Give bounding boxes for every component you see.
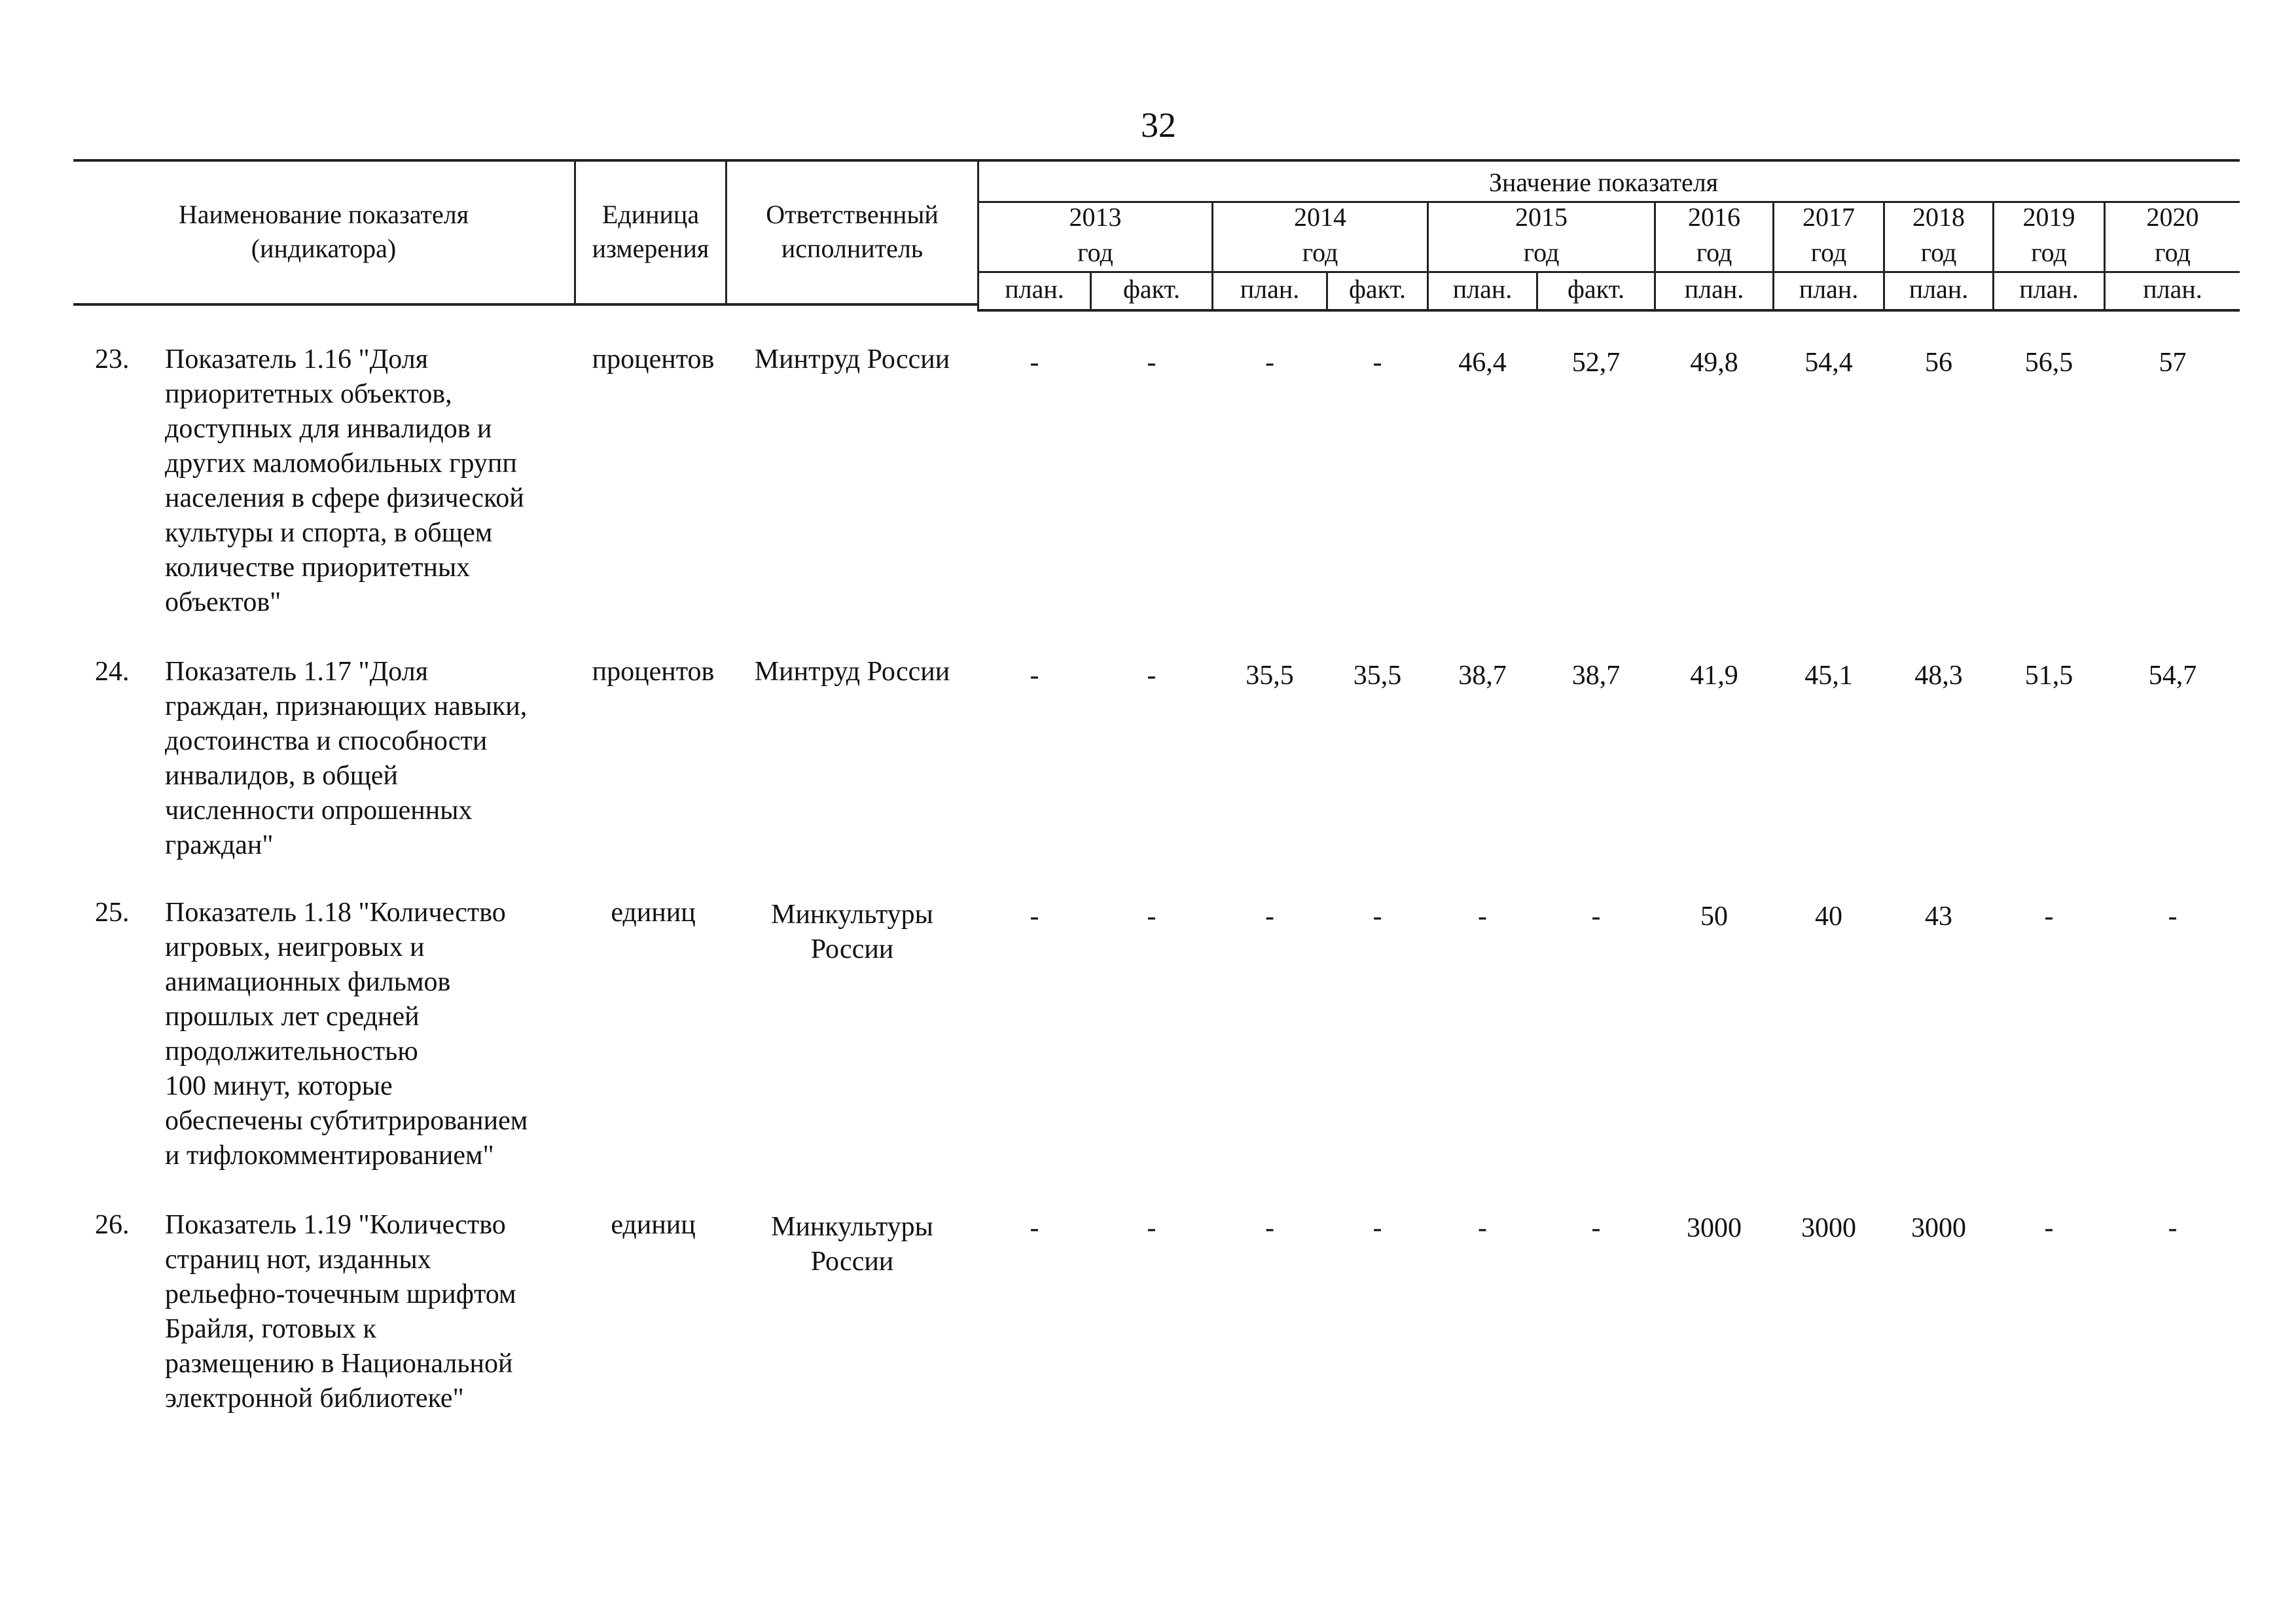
row-24-value-2015-fact: 38,7	[1571, 661, 1621, 691]
header-year-2013: 2013	[1069, 202, 1122, 232]
row-26-value-2019-plan: -	[2044, 1213, 2054, 1243]
row-25-value-2017-plan: 40	[1815, 902, 1842, 932]
header-value-group: Значение показателя	[1488, 168, 1719, 197]
header-year-unit-2019: год	[2031, 238, 2067, 267]
row-26-value-2016-plan: 3000	[1687, 1213, 1742, 1243]
header-year-unit-2013: год	[1077, 238, 1113, 267]
row-26-value-2014-fact: -	[1372, 1213, 1382, 1243]
header-bottom-rule-left	[73, 303, 977, 306]
header-year-2018: 2018	[1912, 202, 1965, 232]
header-year-unit-2020: год	[2155, 238, 2191, 267]
row-26-value-2017-plan: 3000	[1801, 1213, 1856, 1243]
header-bottom-rule-right	[977, 309, 2240, 312]
row-23-value-2013-fact: -	[1147, 348, 1157, 378]
row-26-value-2020-plan: -	[2168, 1213, 2178, 1243]
row-24-value-2016-plan: 41,9	[1690, 661, 1738, 691]
row-26-value-2013-fact: -	[1147, 1213, 1157, 1243]
subcol-2014-fact: факт.	[1348, 274, 1407, 304]
row-25-value-2020-plan: -	[2168, 902, 2178, 932]
row-24-value-2015-plan: 38,7	[1458, 661, 1507, 691]
header-responsible-col: Ответственный исполнитель	[766, 200, 939, 263]
header-name-col: Наименование показателя (индикатора)	[178, 200, 469, 263]
row-25-value-2013-fact: -	[1147, 902, 1157, 932]
row-25-value-2014-fact: -	[1372, 902, 1382, 932]
row-23-number: 23.	[95, 344, 130, 374]
row-25-value-2019-plan: -	[2044, 902, 2054, 932]
row-24-name: Показатель 1.17 "Доля граждан, признающих навыки, достоинства и способности инвалидов, в общей численности опрошенных граждан"	[165, 657, 528, 860]
row-25-value-2016-plan: 50	[1700, 902, 1728, 932]
subcol-2013-plan: план.	[1005, 274, 1064, 304]
row-23-value-2014-plan: -	[1265, 348, 1274, 378]
row-24-value-2014-plan: 35,5	[1246, 661, 1294, 691]
header-unit-col: Единица измерения	[592, 200, 709, 263]
row-25-unit: единиц	[611, 898, 696, 928]
header-year-2014: 2014	[1294, 202, 1346, 232]
header-year-unit-2015: год	[1523, 238, 1560, 267]
row-26-number: 26.	[95, 1210, 130, 1240]
row-25-responsible: Минкультуры России	[771, 900, 933, 964]
subcol-2018-plan: план.	[1909, 274, 1969, 304]
row-23-value-2016-plan: 49,8	[1690, 348, 1738, 378]
header-year-2015: 2015	[1515, 202, 1568, 232]
row-26-value-2015-fact: -	[1591, 1213, 1601, 1243]
row-23-value-2019-plan: 56,5	[2024, 348, 2073, 378]
row-26-value-2014-plan: -	[1265, 1213, 1274, 1243]
subcol-2016-plan: план.	[1684, 274, 1744, 304]
row-26-unit: единиц	[611, 1210, 696, 1240]
header-year-unit-2017: год	[1810, 238, 1847, 267]
row-24-value-2013-plan: -	[1030, 661, 1039, 691]
header-year-2017: 2017	[1803, 202, 1855, 232]
subcol-2014-plan: план.	[1240, 274, 1300, 304]
row-23-value-2018-plan: 56	[1925, 348, 1952, 378]
subcol-2015-plan: план.	[1452, 274, 1513, 304]
header-year-unit-2014: год	[1302, 238, 1338, 267]
header-year-2019: 2019	[2022, 202, 2075, 232]
row-26-value-2018-plan: 3000	[1911, 1213, 1966, 1243]
row-23-value-2014-fact: -	[1372, 348, 1382, 378]
row-23-name: Показатель 1.16 "Доля приоритетных объектов, доступных для инвалидов и других маломобильных групп населения в сфере физической культуры и спорта, в общем количестве приоритетных объектов"	[165, 344, 524, 617]
row-24-value-2019-plan: 51,5	[2024, 661, 2073, 691]
row-24-value-2013-fact: -	[1147, 661, 1157, 691]
subcol-2017-plan: план.	[1799, 274, 1859, 304]
header-year-unit-2018: год	[1920, 238, 1957, 267]
row-23-value-2015-fact: 52,7	[1571, 348, 1621, 378]
row-26-value-2015-plan: -	[1478, 1213, 1487, 1243]
subcol-2013-fact: факт.	[1122, 274, 1181, 304]
header-year-2020: 2020	[2146, 202, 2199, 232]
row-24-unit: процентов	[592, 657, 715, 687]
header-year-unit-2016: год	[1696, 238, 1732, 267]
row-24-responsible: Минтруд России	[754, 657, 950, 687]
page-number: 32	[1141, 105, 1176, 145]
row-23-value-2017-plan: 54,4	[1804, 348, 1853, 378]
row-26-name: Показатель 1.19 "Количество страниц нот, изданных рельефно-точечным шрифтом Брайля, готовых к размещению в Национальной электронной библиотеке"	[165, 1210, 516, 1413]
subcol-2020-plan: план.	[2143, 274, 2202, 304]
row-25-name: Показатель 1.18 "Количество игровых, неигровых и анимационных фильмов прошлых лет средней продолжительностью 100 минут, которые обеспечены субтитрированием и тифлокомментированием"	[165, 898, 528, 1171]
row-24-value-2014-fact: 35,5	[1353, 661, 1402, 691]
row-23-value-2020-plan: 57	[2159, 348, 2187, 378]
row-23-value-2013-plan: -	[1030, 348, 1039, 378]
subcol-2019-plan: план.	[2019, 274, 2079, 304]
header-year-2016: 2016	[1688, 202, 1740, 232]
row-24-value-2020-plan: 54,7	[2148, 661, 2197, 691]
subcol-2015-fact: факт.	[1567, 274, 1625, 304]
row-23-unit: процентов	[592, 344, 715, 374]
row-24-value-2017-plan: 45,1	[1804, 661, 1853, 691]
row-26-value-2013-plan: -	[1030, 1213, 1039, 1243]
row-25-value-2015-plan: -	[1478, 902, 1487, 932]
row-25-value-2013-plan: -	[1030, 902, 1039, 932]
row-23-responsible: Минтруд России	[754, 344, 950, 374]
row-25-value-2015-fact: -	[1591, 902, 1601, 932]
row-24-value-2018-plan: 48,3	[1914, 661, 1963, 691]
table-top-rule	[73, 159, 2240, 162]
row-23-value-2015-plan: 46,4	[1458, 348, 1507, 378]
row-25-value-2018-plan: 43	[1925, 902, 1952, 932]
row-25-value-2014-plan: -	[1265, 902, 1274, 932]
row-26-responsible: Минкультуры России	[771, 1212, 933, 1277]
row-25-number: 25.	[95, 898, 130, 928]
row-24-number: 24.	[95, 657, 130, 687]
